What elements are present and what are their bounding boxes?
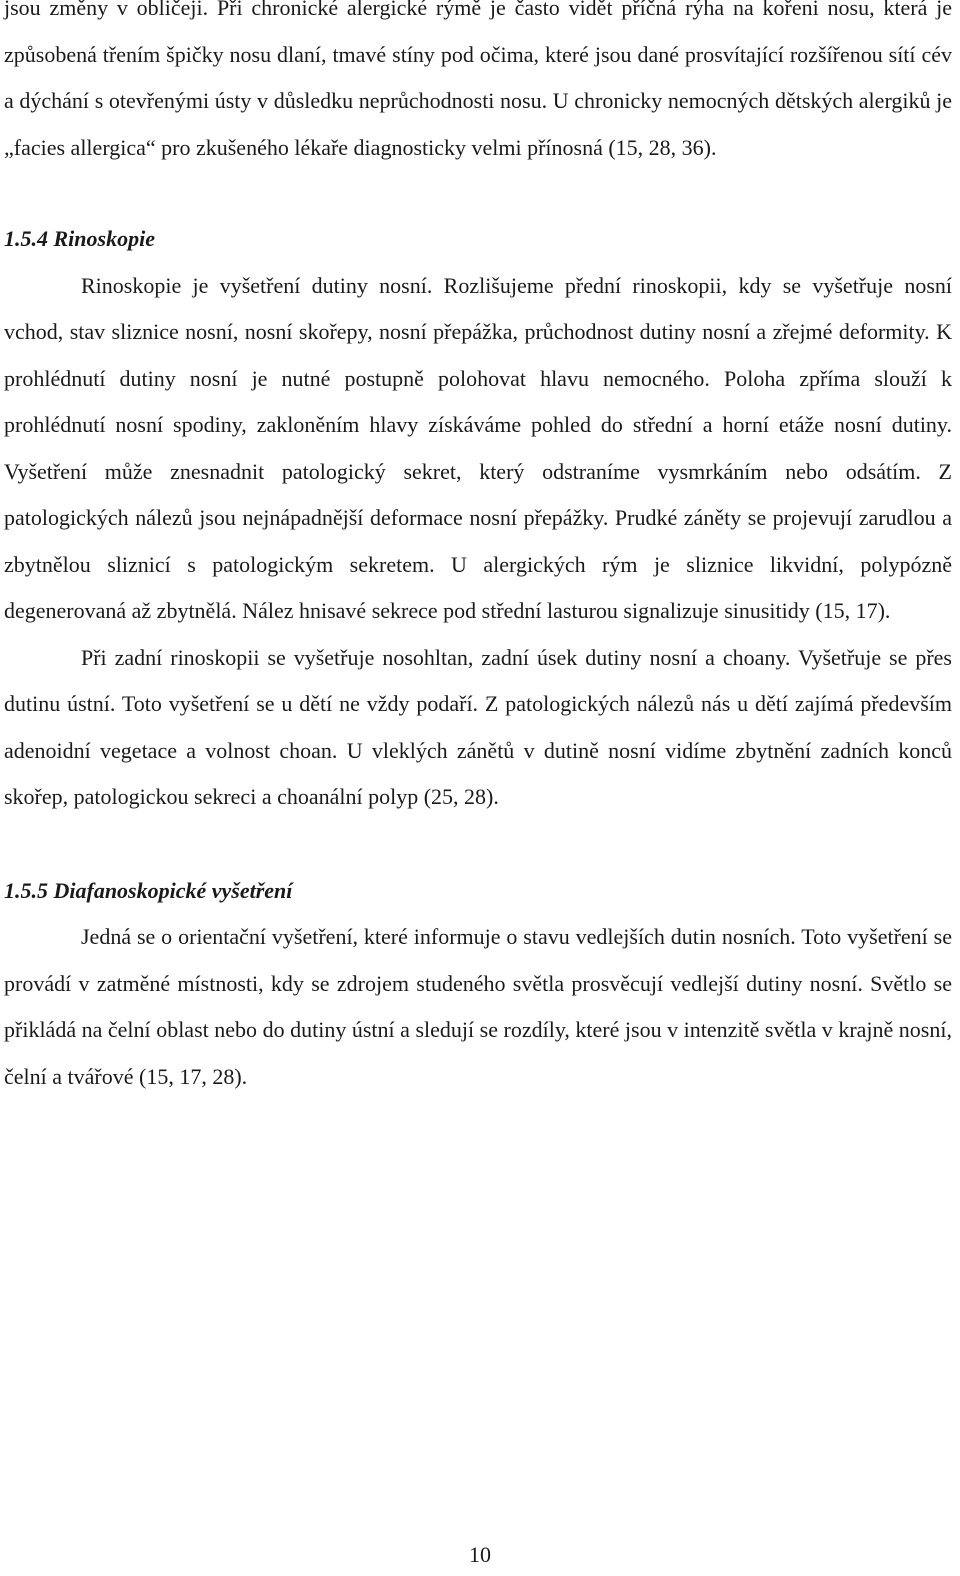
document-page — [4, 0, 952, 1100]
rinoskopie-paragraph-1: Rinoskopie je vyšetření dutiny nosní. Rozlišujeme přední rinoskopii, kdy se vyšetřuje nosní vchod, stav sliznice nosní, nosní skořepy, nosní přepážka, průchodnost dutiny nosní a zřejmé deformity. K prohlédnutí dutiny nosní je nutné postupně polohovat hlavu nemocného. Poloha zpříma slouží k prohlédnutí nosní spodiny, zakloněním hlavy získáváme pohled do střední a horní etáže nosní dutiny. Vyšetření může znesnadnit patologický sekret, který odstraníme vysmrkáním nebo odsátím. Z patologických nálezů jsou nejnápadnější deformace nosní přepážky. Prudké záněty se projevují zarudlou a zbytnělou sliznicí s patologickým sekretem. U alergických rým je sliznice likvidní, polypózně degenerovaná až zbytnělá. Nález hnisavé sekrece pod střední lasturou signalizuje sinusitidy (15, 17). — [4, 272, 952, 623]
rinoskopie-paragraph-2: Při zadní rinoskopii se vyšetřuje nosohltan, zadní úsek dutiny nosní a choany. Vyšetřuje se přes dutinu ústní. Toto vyšetření se u dětí ne vždy podaří. Z patologických nálezů nás u dětí zajímá především adenoidní vegetace a volnost choan. U vleklých zánětů v dutině nosní vidíme zbytnění zadních konců skořep, patologickou sekreci a choanální polyp (25, 28). — [4, 644, 952, 809]
section-heading-rinoskopie: 1.5.4 Rinoskopie — [4, 226, 155, 251]
diafanoskopie-paragraph-1: Jedná se o orientační vyšetření, které informuje o stavu vedlejších dutin nosních. Toto vyšetření se provádí v zatměné místnosti, kdy se zdrojem studeného světla prosvěcují vedlejší dutiny nosní. Světlo se přikládá na čelní oblast nebo do dutiny ústní a sledují se rozdíly, které jsou v intenzitě světla v krajně nosní, čelní a tvářové (15, 17, 28). — [4, 924, 952, 1089]
page-number: 10 — [469, 1542, 491, 1567]
section-heading-diafanoskopie: 1.5.5 Diafanoskopické vyšetření — [4, 877, 293, 903]
intro-paragraph: jsou změny v obličeji. Při chronické alergické rýmě je často vidět příčná rýha na kořeni nosu, která je způsobená třením špičky nosu dlaní, tmavé stíny pod očima, které jsou dané prosvítající rozšířenou sítí cév a dýchání s otevřenými ústy v důsledku neprůchodnosti nosu. U chronicky nemocných dětských alergiků je „facies allergica“ pro zkušeného lékaře diagnosticky velmi přínosná (15, 28, 36). — [4, 0, 952, 160]
